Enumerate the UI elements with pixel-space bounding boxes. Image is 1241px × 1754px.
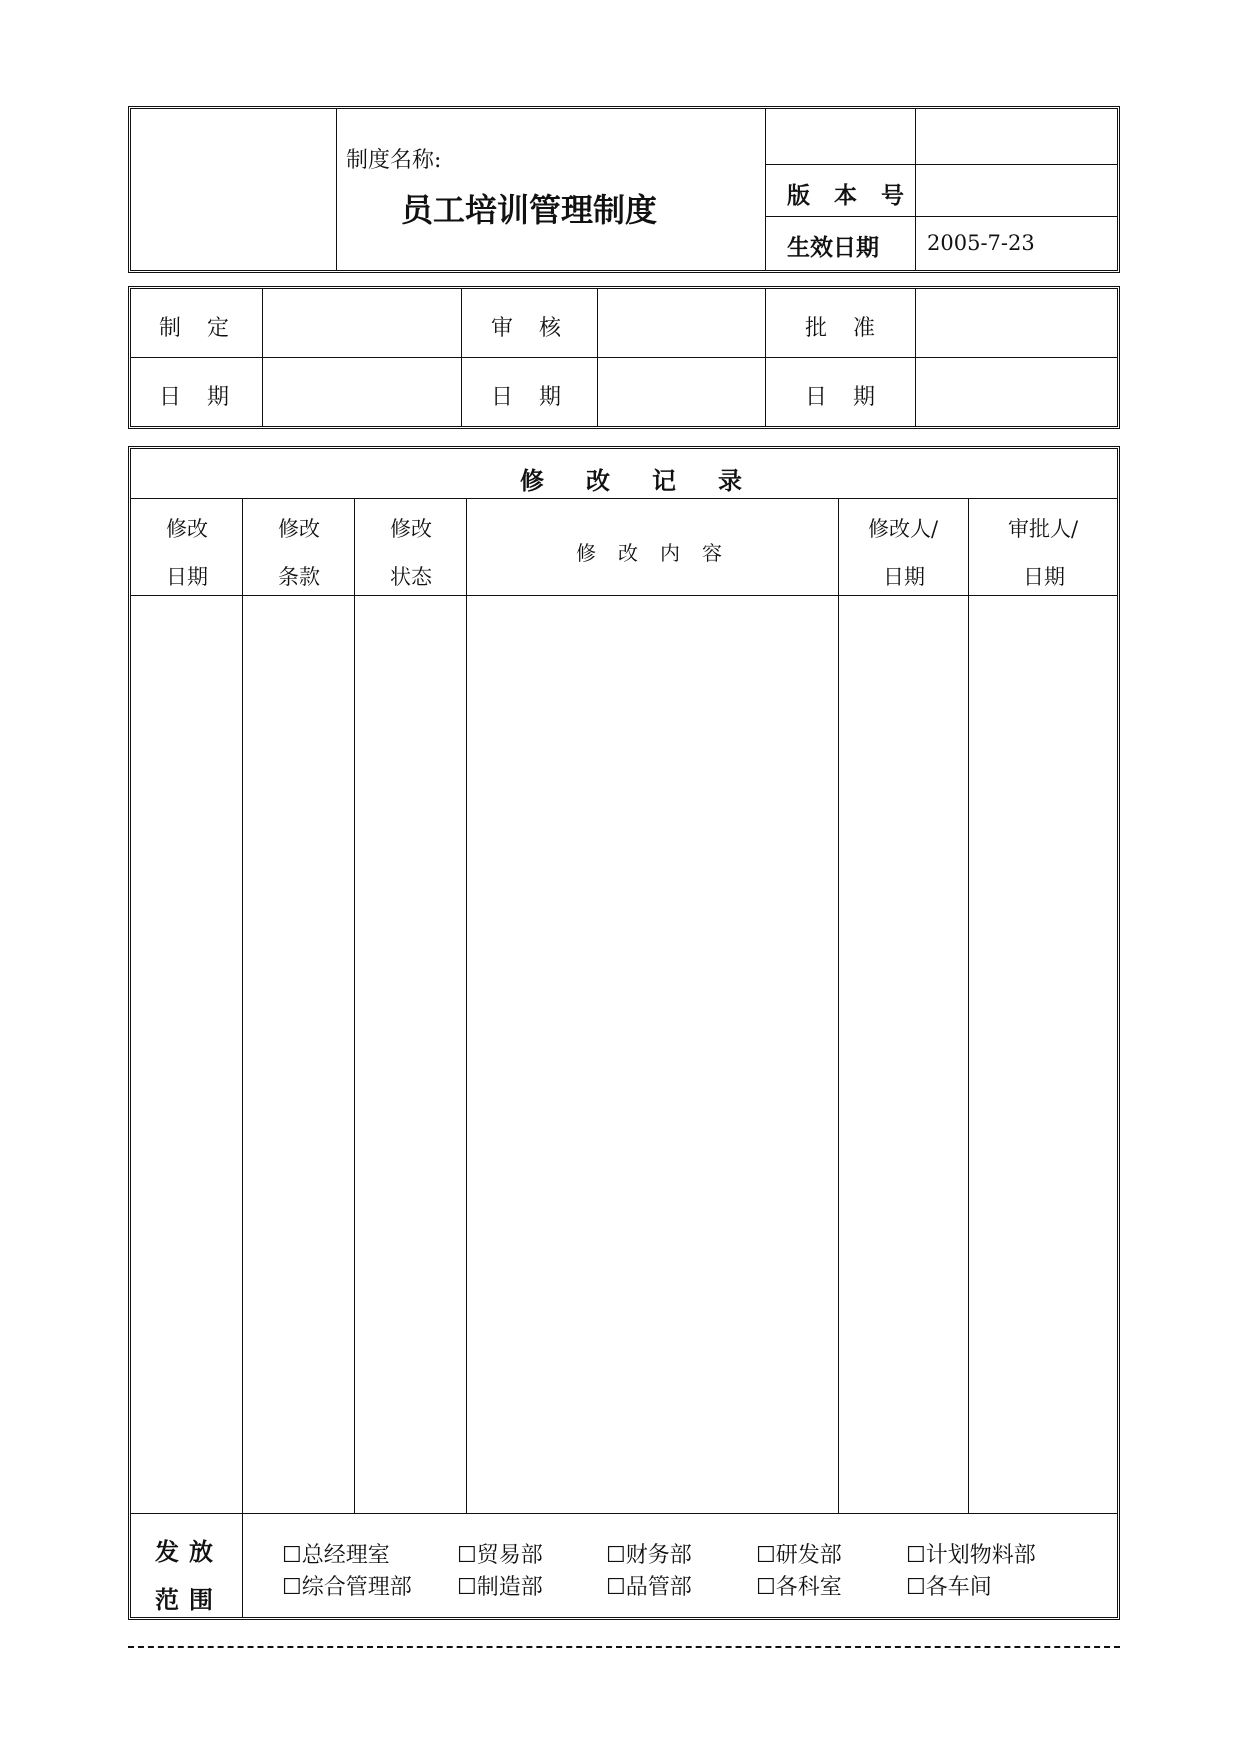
effective-date-value: 2005-7-23 — [927, 231, 1035, 255]
checkbox-icon[interactable]: ☐ — [756, 1575, 776, 1600]
reviewed-by-label: 审核 — [491, 316, 588, 341]
divider — [131, 498, 1117, 499]
checkbox-icon[interactable]: ☐ — [282, 1575, 302, 1600]
divider — [242, 498, 243, 1617]
distribution-option[interactable] — [606, 1538, 692, 1569]
column-header-line: 审批人/ — [1008, 517, 1079, 541]
option-label: 各车间 — [925, 1575, 992, 1600]
document-title: 员工培训管理制度 — [401, 191, 658, 229]
distribution-option[interactable] — [906, 1538, 1036, 1569]
divider — [262, 289, 263, 426]
divider — [765, 289, 766, 426]
draft-date-label: 日期 — [159, 385, 256, 410]
option-label: 综合管理部 — [301, 1575, 412, 1600]
column-header-line: 修改人/ — [868, 517, 939, 541]
option-label: 研发部 — [775, 1543, 842, 1568]
checkbox-icon[interactable]: ☐ — [282, 1543, 302, 1568]
divider — [466, 498, 467, 1513]
divider — [915, 109, 916, 270]
distribution-option[interactable] — [756, 1570, 842, 1601]
divider — [765, 109, 766, 270]
checkbox-icon[interactable]: ☐ — [606, 1543, 626, 1568]
checkbox-icon[interactable]: ☐ — [606, 1575, 626, 1600]
checkbox-icon[interactable]: ☐ — [457, 1575, 477, 1600]
distribution-label-line1: 发放 — [155, 1537, 223, 1566]
checkbox-icon[interactable]: ☐ — [906, 1543, 926, 1568]
option-label: 贸易部 — [476, 1543, 543, 1568]
divider — [968, 498, 969, 1513]
revision-record-title: 修改记录 — [520, 466, 784, 495]
column-header-line: 日期 — [1023, 565, 1065, 589]
distribution-option[interactable] — [282, 1538, 390, 1569]
divider — [354, 498, 355, 1513]
distribution-option[interactable] — [606, 1570, 692, 1601]
distribution-option[interactable] — [906, 1570, 992, 1601]
effective-date-label: 生效日期 — [787, 234, 879, 261]
checkbox-icon[interactable]: ☐ — [906, 1575, 926, 1600]
distribution-option[interactable] — [282, 1570, 412, 1601]
drafted-by-label: 制定 — [159, 316, 256, 341]
cut-line-divider — [128, 1646, 1120, 1648]
divider — [131, 595, 1117, 596]
divider — [336, 109, 337, 270]
option-label: 各科室 — [775, 1575, 842, 1600]
column-header-line: 修改 — [390, 517, 432, 541]
option-label: 品管部 — [625, 1575, 692, 1600]
column-header-line: 修改 — [278, 517, 320, 541]
divider — [765, 216, 1117, 217]
divider — [597, 289, 598, 426]
checkbox-icon[interactable]: ☐ — [457, 1543, 477, 1568]
column-header-line: 状态 — [390, 565, 432, 589]
divider — [131, 1513, 1117, 1514]
approval-table — [128, 286, 1120, 429]
divider — [131, 357, 1117, 358]
document-header-table — [128, 106, 1120, 273]
review-date-label: 日期 — [491, 385, 588, 410]
option-label: 总经理室 — [301, 1543, 390, 1568]
column-header-line: 日期 — [166, 565, 208, 589]
column-header-line: 条款 — [278, 565, 320, 589]
option-label: 计划物料部 — [925, 1543, 1036, 1568]
distribution-option[interactable] — [756, 1538, 842, 1569]
column-header-line: 日期 — [883, 565, 925, 589]
approve-date-label: 日期 — [805, 385, 902, 410]
approved-by-label: 批准 — [805, 316, 902, 341]
distribution-option[interactable] — [457, 1538, 543, 1569]
divider — [915, 289, 916, 426]
version-label: 版 本 号 — [787, 182, 913, 209]
distribution-option[interactable] — [457, 1570, 543, 1601]
option-label: 制造部 — [476, 1575, 543, 1600]
divider — [461, 289, 462, 426]
document-name-label: 制度名称: — [346, 148, 442, 173]
distribution-label-line2: 范围 — [155, 1585, 223, 1614]
column-header-line: 修改内容 — [576, 541, 744, 565]
revision-record-table — [128, 446, 1120, 1620]
column-header-line: 修改 — [166, 517, 208, 541]
option-label: 财务部 — [625, 1543, 692, 1568]
divider — [765, 164, 1117, 165]
checkbox-icon[interactable]: ☐ — [756, 1543, 776, 1568]
divider — [838, 498, 839, 1513]
